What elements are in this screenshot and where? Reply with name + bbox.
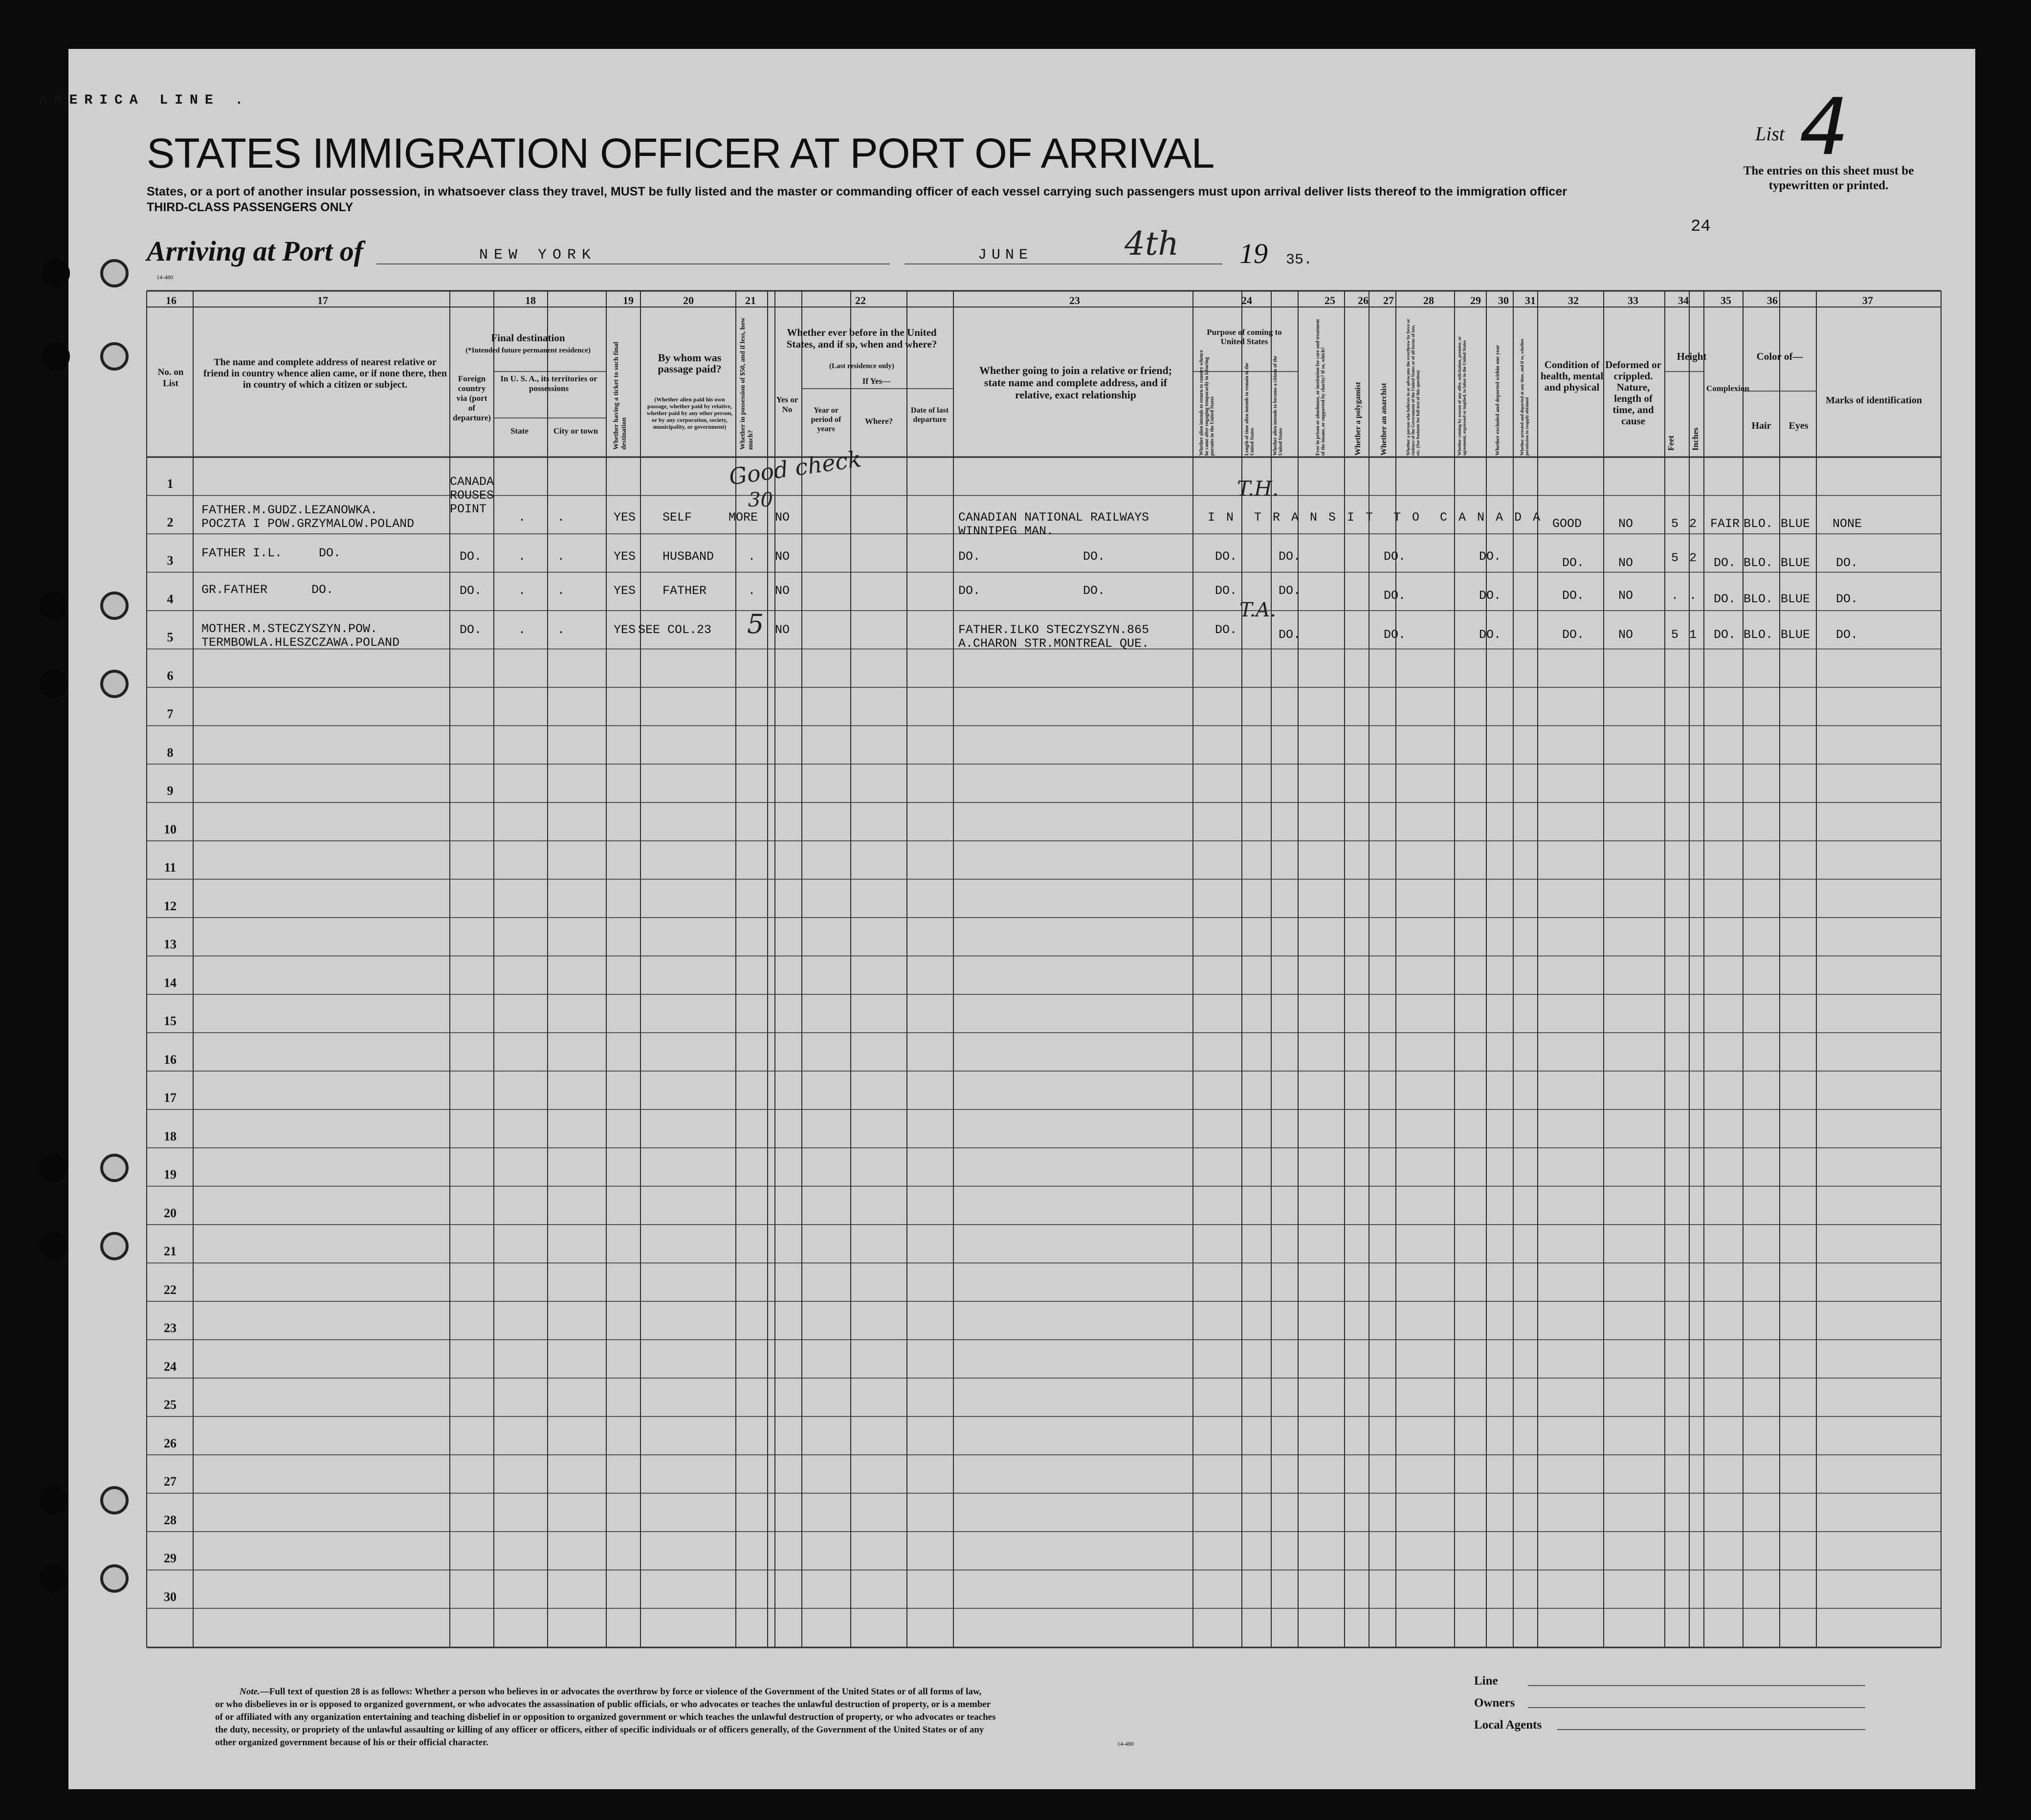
footer-note-line4: the duty, necessity, or propriety of the unlawful assaulting or killing of any officer or officers, either of specific individuals or of officers generally, of the Government of the United States or of any — [215, 1725, 984, 1735]
entry-2-complexion: DO. — [1714, 556, 1736, 570]
entry-4-health: DO. — [1562, 628, 1585, 642]
header-col34: Height — [1677, 351, 1707, 362]
header-col24-b: Length of time alien intends to remain in the United States — [1244, 363, 1255, 456]
entry-1-ticket: YES — [614, 510, 636, 525]
entry-1-marks: NONE — [1832, 517, 1862, 531]
row-number: 6 — [167, 668, 174, 683]
header-col30: Whether excluded and deported within one year — [1495, 345, 1501, 456]
entry-4-join-l1: FATHER.ILKO STECZYSZYN.865 — [958, 623, 1149, 637]
header-col35: Complexion — [1706, 384, 1749, 393]
header-col18-state: State — [510, 426, 529, 436]
header-col22-sub: (Last residence only) — [829, 362, 895, 370]
footer-note-line3: of or affiliated with any organization entertaining and teaching disbelief in or opposition to organized government or which teaches the unlawful destruction of property, or who advocates or teaches — [215, 1712, 996, 1722]
entry-1-foreign-l3: POINT — [450, 502, 487, 516]
header-col31: Whether arrested and deported at any time, and if so, whether permission to reapply obtained — [1520, 338, 1529, 456]
header-col18-city: City or town — [553, 426, 598, 436]
row-number: 3 — [167, 553, 174, 568]
entry-1-inches: 2 — [1689, 517, 1697, 531]
entry-2-relative-l1: FATHER I.L. DO. — [201, 546, 341, 560]
entry-3-relative-l1: GR.FATHER DO. — [201, 583, 334, 597]
entry-4-p25: DO. — [1279, 628, 1301, 642]
header-col37: Marks of identification — [1826, 395, 1922, 406]
entry-3-ticket: YES — [614, 584, 636, 598]
row-number: 23 — [164, 1321, 177, 1335]
entry-4-p28: DO. — [1384, 628, 1406, 642]
entry-2-foreign-l1: DO. — [460, 549, 482, 564]
entry-4-p30: DO. — [1479, 628, 1501, 642]
handwritten-note-col20: Good check — [727, 445, 863, 490]
entry-2-before: NO — [775, 549, 790, 564]
col-no-29: 29 — [1470, 294, 1481, 307]
entry-1-relative-l2: POCZTA I POW.GRZYMALOW.POLAND — [201, 517, 415, 531]
col-no-22: 22 — [855, 294, 866, 307]
entry-3-p30: DO. — [1479, 589, 1501, 603]
entry-3-feet: . — [1671, 589, 1679, 603]
row-number: 27 — [164, 1474, 177, 1489]
entry-3-complexion: DO. — [1714, 592, 1736, 606]
port-value: NEW YORK — [479, 247, 597, 263]
header-col34-inches: Inches — [1691, 427, 1700, 451]
entry-1-paid-by: SELF — [662, 510, 692, 525]
day-value: 4th — [1125, 225, 1179, 263]
entry-3-state: . — [518, 584, 526, 598]
row-number: 25 — [164, 1398, 177, 1412]
entry-4-marks: DO. — [1836, 628, 1858, 642]
row-number: 19 — [164, 1167, 177, 1182]
arriving-label: Arriving at Port of — [147, 235, 364, 267]
col-no-16: 16 — [166, 294, 177, 307]
entry-2-p30: DO. — [1479, 549, 1501, 564]
year-suffix: 35. — [1286, 252, 1313, 268]
header-col29: Whether coming by reason of any offer, solicitation, promise, or agreement, expressed or implied, to labor in the United States — [1457, 336, 1467, 456]
entry-3-money: . — [748, 584, 756, 598]
entry-2-paid-by: HUSBAND — [662, 549, 714, 564]
header-col33: Deformed or crippled. Nature, length of time, and cause — [1605, 359, 1661, 427]
entry-4-state: . — [518, 623, 526, 637]
row-number: 12 — [164, 899, 177, 913]
entry-1-deformed: NO — [1618, 517, 1634, 531]
entry-4-p24: DO. — [1215, 623, 1237, 637]
row-number: 1 — [167, 477, 174, 491]
header-col36-hair: Hair — [1751, 420, 1771, 431]
header-col22-date: Date of last departure — [910, 406, 949, 424]
header-col25: Ever in prison or almshouse, or institution for care and treatment of the insane, or supported by charity? If so, which? — [1315, 319, 1326, 456]
entry-4-join-l2: A.CHARON STR.MONTREAL QUE. — [958, 636, 1149, 651]
entry-2-deformed: NO — [1618, 556, 1634, 570]
col-no-26: 26 — [1358, 294, 1369, 307]
row-number: 5 — [167, 630, 174, 644]
footer-note-text1: —Full text of question 28 is as follows: Whether a person who believes in or advocates the overthrow by force or violence of the Government of the United States or of all forms of law, — [260, 1687, 982, 1697]
entry-4-complexion: DO. — [1714, 628, 1736, 642]
entry-3-before: NO — [775, 584, 790, 598]
header-col20: By whom was passage paid? — [658, 351, 722, 375]
list-label: List — [1755, 123, 1785, 145]
row-number: 17 — [164, 1091, 177, 1105]
row-number: 20 — [164, 1206, 177, 1220]
entry-1-health: GOOD — [1552, 517, 1582, 531]
header-col36: Color of— — [1756, 351, 1803, 362]
header-col16: No. on List — [157, 367, 184, 389]
col-no-30: 30 — [1498, 294, 1509, 307]
entry-2-eyes: BLUE — [1781, 556, 1810, 570]
subtitle-line: States, or a port of another insular possession, in whatsoever class they travel, MUST be fully listed and the master or commanding officer of each vessel carrying such passengers must upon arrival deliver lists thereof to the immigration officer — [147, 185, 1567, 198]
entry-1-transit: I N T R A N S I T T O C A N A D A — [1208, 510, 1543, 525]
entry-1-state: . — [518, 510, 526, 525]
row-number: 8 — [167, 745, 174, 760]
row-number: 2 — [167, 515, 174, 529]
entry-2-inches: 2 — [1689, 551, 1697, 565]
entry-4-relative-l1: MOTHER.M.STECZYSZYN.POW. — [201, 622, 378, 636]
entry-3-city: . — [557, 584, 565, 598]
header-col18-usa: In U. S. A., its territories or possessions — [500, 374, 597, 393]
col-no-19: 19 — [623, 294, 634, 307]
row-number: 29 — [164, 1551, 177, 1565]
header-col22-years: Year or period of years — [811, 406, 841, 433]
entry-2-ticket: YES — [614, 549, 636, 564]
entry-2-state: . — [518, 549, 526, 564]
row-number: 28 — [164, 1513, 177, 1527]
header-col17: The name and complete address of nearest relative or friend in country whence alien came, or if none there, then in country of which a citizen or subject. — [203, 357, 447, 390]
entry-1-feet: 5 — [1671, 517, 1679, 531]
handwritten-col24-row1: T.H. — [1237, 477, 1279, 501]
row-number: 30 — [164, 1589, 177, 1604]
col-no-18: 18 — [525, 294, 536, 307]
entry-1-foreign-l2: ROUSES — [450, 488, 494, 503]
entry-3-health: DO. — [1562, 589, 1585, 603]
col-no-27: 27 — [1383, 294, 1394, 307]
entry-2-feet: 5 — [1671, 551, 1679, 565]
entry-3-foreign-l1: DO. — [460, 584, 482, 598]
entry-3-marks: DO. — [1836, 592, 1858, 606]
entry-3-paid-by: FATHER — [662, 584, 707, 598]
entry-4-deformed: NO — [1618, 628, 1634, 642]
list-number: 4 — [1799, 81, 1849, 173]
header-col18: Final destination — [491, 332, 565, 344]
col-no-32: 32 — [1568, 294, 1579, 307]
entry-3-deformed: NO — [1618, 589, 1634, 603]
header-col24: Purpose of coming to United States — [1207, 328, 1282, 346]
handwritten-note-col21: 30 — [748, 489, 773, 511]
footer-owners-label: Owners — [1474, 1696, 1515, 1710]
col-no-24: 24 — [1241, 294, 1252, 307]
row-number: 16 — [164, 1052, 177, 1067]
header-col27: Whether an anarchist — [1380, 383, 1388, 456]
sheet-number: 24 — [1691, 218, 1711, 236]
row-number: 10 — [164, 822, 177, 836]
row-number: 4 — [167, 592, 174, 606]
entry-1-complexion: FAIR — [1710, 517, 1740, 531]
entry-4-ticket: YES — [614, 623, 636, 637]
entry-2-hair: BLO. — [1744, 556, 1773, 570]
entry-4-relative-l2: TERMBOWLA.HLESZCZAWA.POLAND — [201, 636, 400, 650]
entry-4-paid-by: SEE COL.23 — [638, 623, 712, 637]
row-number: 22 — [164, 1282, 177, 1297]
row-number: 15 — [164, 1014, 177, 1028]
entry-2-p28: DO. — [1384, 549, 1406, 564]
row-number: 7 — [167, 707, 174, 721]
col-no-23: 23 — [1069, 294, 1080, 307]
entry-3-p24: DO. — [1215, 584, 1237, 598]
entry-3-hair: BLO. — [1744, 592, 1773, 606]
header-col18-foreign: Foreign country via (port of departure) — [453, 374, 491, 422]
header-col26: Whether a polygamist — [1354, 382, 1362, 456]
entry-1-before: NO — [775, 510, 790, 525]
row-number: 24 — [164, 1359, 177, 1374]
header-col36-eyes: Eyes — [1788, 420, 1809, 431]
entry-2-health: DO. — [1562, 556, 1585, 570]
footer-line-label: Line — [1474, 1674, 1498, 1688]
entry-1-foreign-l1: CANADA — [450, 475, 494, 489]
entry-1-relative-l1: FATHER.M.GUDZ.LEZANOWKA. — [201, 503, 378, 517]
row-number: 18 — [164, 1129, 177, 1143]
handwritten-col24-row4: T.A. — [1239, 599, 1277, 621]
header-col22-where: Where? — [864, 417, 893, 426]
row-number: 14 — [164, 975, 177, 990]
entry-4-city: . — [557, 623, 565, 637]
header-col20-sub: (Whether alien paid his own passage, whether paid by relative, whether paid by any other person, or by any corporation, society, municipality, or government) — [646, 396, 733, 430]
month-value: JUNE — [978, 247, 1033, 263]
row-number: 9 — [167, 784, 174, 798]
col-no-31: 31 — [1525, 294, 1536, 307]
entry-4-feet: 5 — [1671, 628, 1679, 642]
entry-2-p25: DO. — [1279, 549, 1301, 564]
entry-3-inches: . — [1689, 589, 1697, 603]
col-no-34: 34 — [1678, 294, 1689, 307]
footer-note-line2: or who disbelieves in or is opposed to organized government, or who advocates the assassination of public officials, or who advocates or teaches the unlawful destruction of property, or is a member — [215, 1699, 991, 1710]
row-number: 13 — [164, 937, 177, 951]
row-number: 21 — [164, 1244, 177, 1258]
header-col32: Condition of health, mental and physical — [1540, 359, 1604, 393]
footer-note-label: Note. — [240, 1687, 260, 1697]
col-no-36: 36 — [1767, 294, 1778, 307]
header-col21: Whether in possession of $50, and if less, how much? — [739, 317, 754, 450]
col-no-37: 37 — [1862, 294, 1873, 307]
entry-4-hair: BLO. — [1744, 628, 1773, 642]
entry-1-city: . — [557, 510, 565, 525]
row-number: 11 — [164, 860, 177, 875]
entry-2-money: . — [748, 549, 756, 564]
entry-2-marks: DO. — [1836, 556, 1858, 570]
form-number-top: 14-480 — [156, 274, 173, 281]
header-col22: Whether ever before in the United States, and if so, when and where? — [786, 327, 937, 350]
entry-3-p28: DO. — [1384, 589, 1406, 603]
entry-1-join-l2: WINNIPEG MAN. — [958, 524, 1054, 538]
header-col28: Whether a person who believes in or advocates the overthrow by force or violence of the Government of the United States or of all forms of law, etc. (See footnote for full text of this question) — [1406, 319, 1420, 456]
header-col24-a: Whether alien intends to return to country whence he came after engaging temporarily in laboring pursuits in the United States — [1199, 350, 1215, 456]
header-col34-feet: Feet — [1666, 435, 1676, 451]
entry-4-inches: 1 — [1689, 628, 1697, 642]
year-prefix: 19 — [1239, 238, 1268, 269]
col-no-28: 28 — [1423, 294, 1434, 307]
col-no-25: 25 — [1325, 294, 1335, 307]
entry-1-eyes: BLUE — [1781, 517, 1810, 531]
header-col22-yesno: Yes or No — [776, 395, 798, 414]
entry-2-join-l1: DO. DO. — [958, 549, 1105, 564]
header-col24-c: Whether alien intends to become a citizen of the United States — [1273, 355, 1283, 456]
col-no-33: 33 — [1628, 294, 1638, 307]
entry-1-join-l1: CANADIAN NATIONAL RAILWAYS — [958, 510, 1149, 525]
header-col22-ifyes: If Yes— — [862, 376, 891, 386]
entry-1-money: MORE — [729, 510, 758, 525]
col-no-17: 17 — [317, 294, 328, 307]
entry-4-foreign-l1: DO. — [460, 623, 482, 637]
class-line: THIRD-CLASS PASSENGERS ONLY — [147, 200, 353, 214]
entry-2-p24: DO. — [1215, 549, 1237, 564]
entry-2-city: . — [557, 549, 565, 564]
entry-4-before: NO — [775, 623, 790, 637]
row-number: 26 — [164, 1436, 177, 1450]
header-col23: Whether going to join a relative or friend; state name and complete address, and if relative, exact relationship — [979, 364, 1172, 401]
footer-note-line5: other organized government because of his or their official character. — [215, 1737, 488, 1748]
col-no-20: 20 — [683, 294, 694, 307]
page-title: STATES IMMIGRATION OFFICER AT PORT OF ARRIVAL — [147, 130, 1214, 177]
entry-3-eyes: BLUE — [1781, 592, 1810, 606]
entry-3-p25: DO. — [1279, 584, 1301, 598]
footer-agents-label: Local Agents — [1474, 1718, 1542, 1732]
header-col19: Whether having a ticket to such final destination — [613, 342, 628, 450]
entry-4-eyes: BLUE — [1781, 628, 1810, 642]
col-no-35: 35 — [1721, 294, 1731, 307]
col-no-21: 21 — [745, 294, 756, 307]
entry-3-join-l1: DO. DO. — [958, 584, 1105, 598]
entries-note: The entries on this sheet must be typewritten or printed. — [1743, 164, 1914, 192]
footer-note-line1 — [240, 1687, 981, 1697]
footer-form-number: 14-480 — [1117, 1740, 1134, 1747]
entry-4-money: 5 — [747, 609, 764, 639]
header-col18-sub: (*Intended future permanent residence) — [465, 347, 591, 354]
entry-1-hair: BLO. — [1744, 517, 1773, 531]
line-name: AMERICA LINE . — [39, 93, 250, 108]
